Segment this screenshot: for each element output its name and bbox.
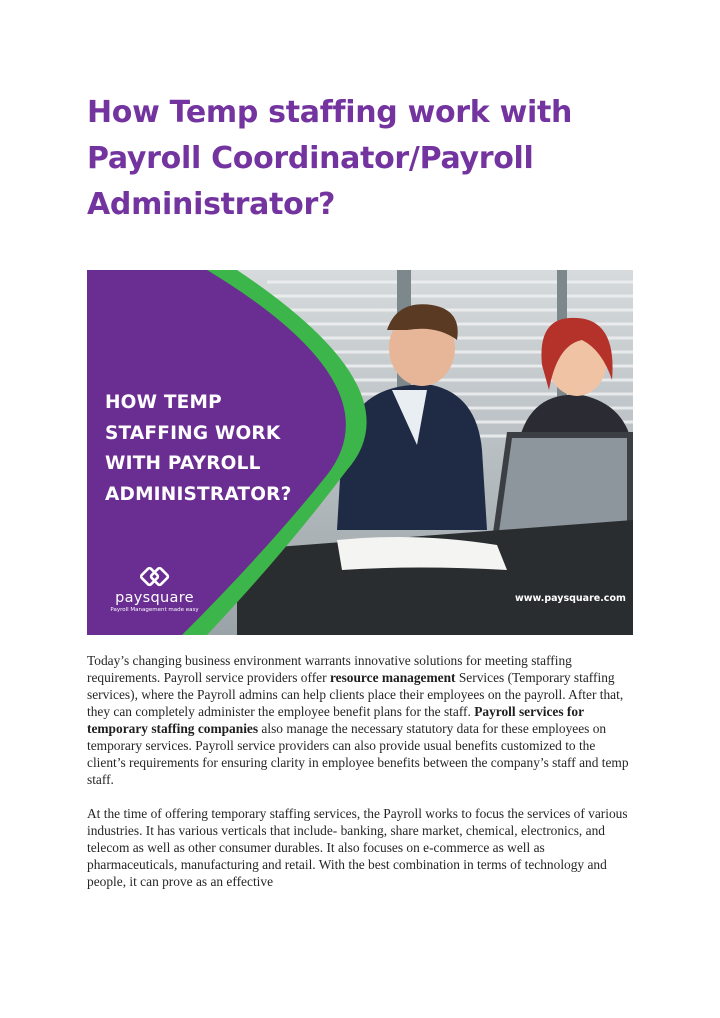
banner-headline-line: ADMINISTRATOR? bbox=[105, 483, 292, 505]
bold-term: Payroll services for temporary staffing companies bbox=[87, 704, 584, 736]
bold-term: resource management bbox=[329, 670, 456, 685]
page-title: How Temp staffing work with Payroll Coordinator/Payroll Administrator? bbox=[87, 95, 573, 222]
banner-headline-line: STAFFING WORK bbox=[105, 422, 281, 444]
article-banner-image bbox=[87, 270, 633, 635]
paragraph bbox=[87, 805, 637, 890]
paragraph-text: Services (Temporary staffing services), where the Payroll admins can help clients place their employees on the payroll. After that, they can completely administer the employee benefit plans for the staff. bbox=[87, 670, 624, 719]
paragraph bbox=[87, 652, 637, 788]
banner-headline bbox=[105, 388, 292, 510]
paragraph-text: At the time of offering temporary staffing services, the Payroll works to focus the services of various industries. It has various verticals that include- banking, share market, chemical, electronics, and telecom as well as other consumer durables. It also focuses on e-commerce as well as pharmaceuticals, manufacturing and retail. With the best combination in terms of technology and people, it can prove as an effective bbox=[87, 806, 628, 889]
banner-headline-line: HOW TEMP bbox=[105, 392, 222, 413]
banner-headline-line: WITH PAYROLL bbox=[105, 453, 261, 474]
paysquare-logo bbox=[107, 566, 202, 614]
logo-tagline: Payroll Management made easy bbox=[110, 607, 199, 613]
logo-name: paysquare bbox=[115, 590, 194, 606]
banner-url: www.paysquare.com bbox=[515, 593, 626, 604]
paragraph-text: also manage the necessary statutory data for these employees on temporary services. Payroll service providers can also provide usual benefits customized to the client’s requirements for ensuring clarity in employee benefits between the company’s staff and temp staff. bbox=[87, 721, 629, 787]
paragraph-text: Today’s changing business environment warrants innovative solutions for meeting staffing requirements. Payroll service providers offer bbox=[87, 653, 572, 685]
paysquare-logo-icon bbox=[140, 566, 170, 588]
article-body bbox=[87, 652, 637, 907]
